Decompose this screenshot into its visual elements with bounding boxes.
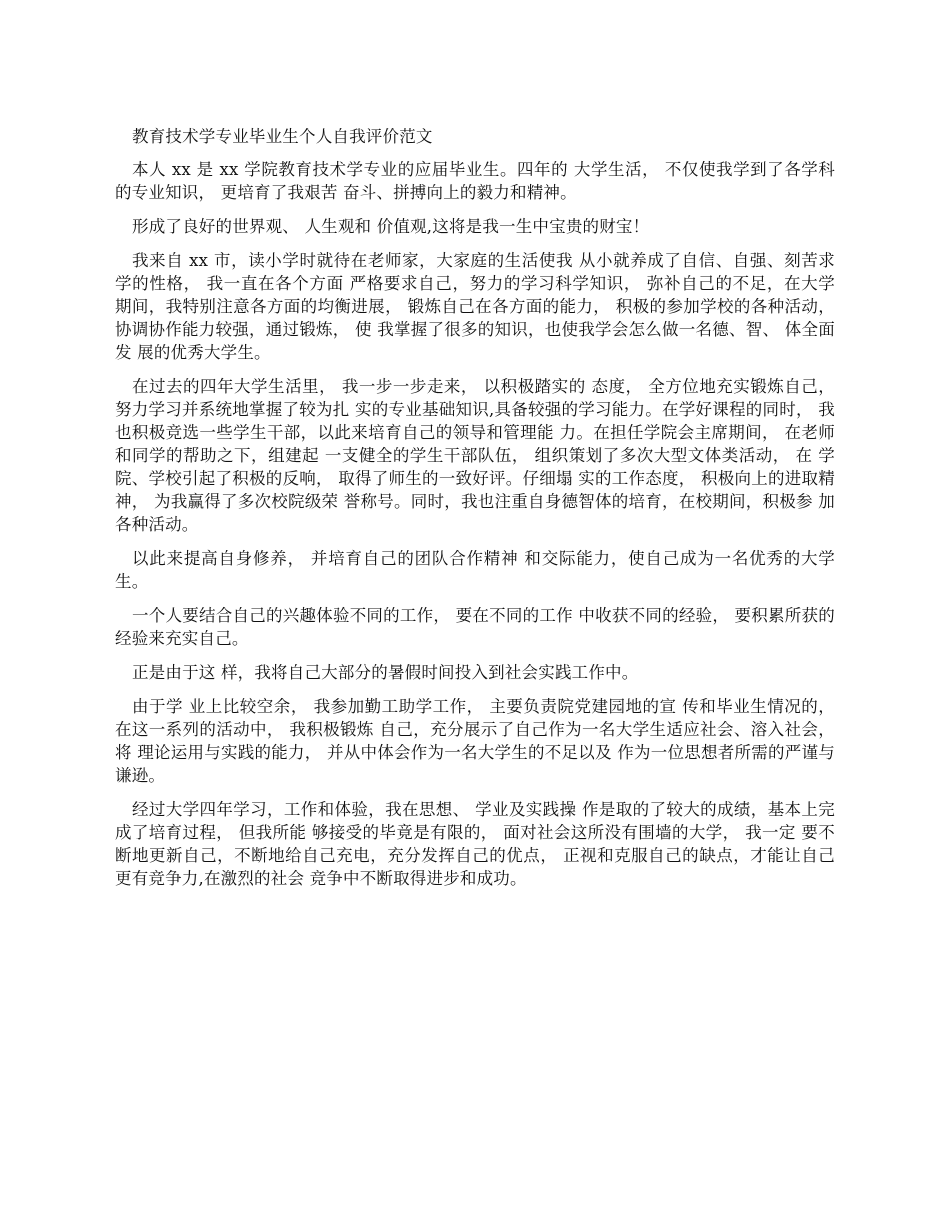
paragraph-summer-practice: 正是由于这 样，我将自己大部分的暑假时间投入到社会实践工作中。 (132, 663, 639, 682)
paragraph-university-life: 在过去的四年大学生活里， 我一步一步走来， 以积极踏实的 态度， 全方位地充实锻炼自己， 努力学习并系统地掌握了较为扎 实的专业基础知识,具备较强的学习能力。在学好课程的同时， 我也积极竞选一些学生干部，以此来培育自己的领导和管理能 力。在担任学院会主席期间， 在老师和同学的帮助之下，组建起 一支健全的学生干部队伍， 组织策划了多次大型文体类活动， 在 学院、学校引起了积极的反响， 取得了师生的一致好评。仔细塌 实的工作态度， 积极向上的进取精神， 为我赢得了多次校院级荣 誉称号。同时，我也注重自身德智体的培育，在校期间，积极参 加各种活动。 (115, 377, 835, 534)
paragraph-work-study: 由于学 业上比较空余， 我参加勤工助学工作， 主要负责院党建园地的宣 传和毕业生情况的， 在这一系列的活动中， 我积极锻炼 自己，充分展示了自己作为一名大学生适应社会、溶入社会， 将 理论运用与实践的能力， 并从中体会作为一名大学生的不足以及 作为一位思想者所需的严谨与谦逊。 (115, 697, 835, 785)
document-page (115, 125, 835, 901)
paragraph-work-experience: 一个人要结合自己的兴趣体验不同的工作， 要在不同的工作 中收获不同的经验， 要积累所获的经验来充实自己。 (115, 606, 835, 648)
paragraph-values: 形成了良好的世界观、 人生观和 价值观,这将是我一生中宝贵的财宝！ (132, 217, 650, 236)
paragraph-conclusion: 经过大学四年学习，工作和体验，我在思想、 学业及实践操 作是取的了较大的成绩，基本上完成了培育过程， 但我所能 够接受的毕竟是有限的， 面对社会这所没有围墙的大学， 我一定 要不断地更新自己，不断地给自己充电，充分发挥自己的优点， 正视和克服自己的缺点，才能让自己更有竞争力,在激烈的社会 竞争中不断取得进步和成功。 (115, 800, 835, 888)
document-title: 教育技术学专业毕业生个人自我评价范文 (132, 127, 433, 146)
paragraph-intro: 本人 xx 是 xx 学院教育技术学专业的应届毕业生。四年的 大学生活， 不仅使我学到了各学科的专业知识， 更培育了我艰苦 奋斗、拼搏向上的毅力和精神。 (115, 160, 835, 202)
paragraph-background: 我来自 xx 市，读小学时就待在老师家，大家庭的生活使我 从小就养成了自信、自强、刻苦求学的性格， 我一直在各个方面 严格要求自己，努力的学习科学知识， 弥补自己的不足，在大学 期间，我特别注意各方面的均衡进展， 锻炼自己在各方面的能力， 积极的参加学校的各种活动， 协调协作能力较强，通过锻炼， 使 我掌握了很多的知识，也使我学会怎么做一名德、智、 体全面发 展的优秀大学生。 (115, 251, 835, 362)
paragraph-self-improvement: 以此来提高自身修养， 并培育自己的团队合作精神 和交际能力，使自己成为一名优秀的大学生。 (115, 549, 835, 591)
